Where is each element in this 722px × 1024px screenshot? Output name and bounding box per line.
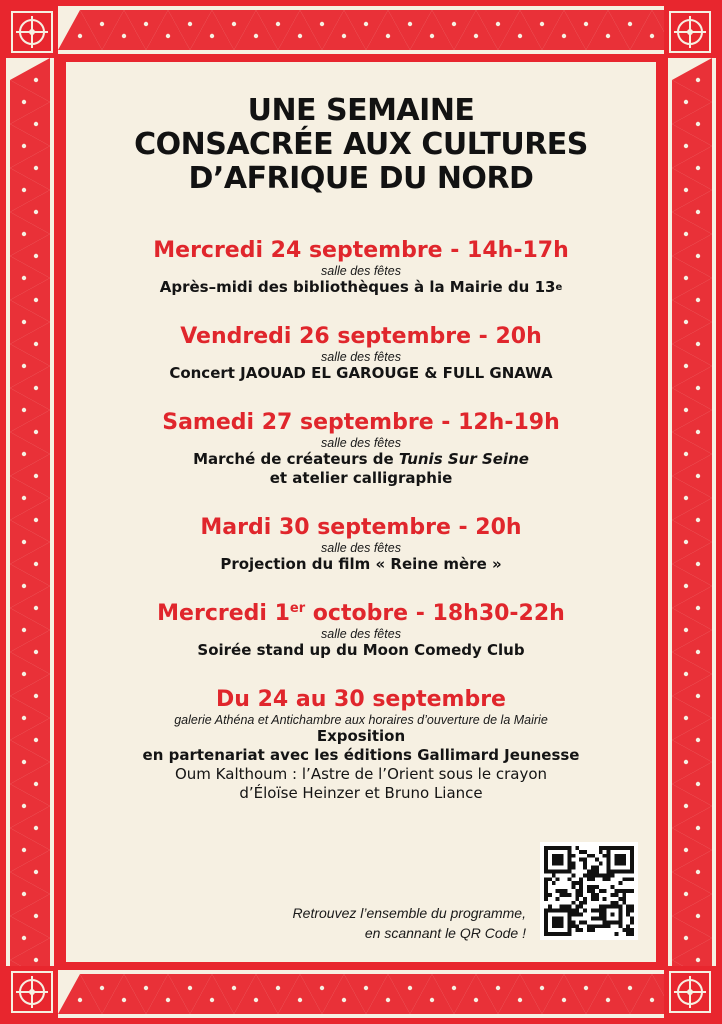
event-date-suffix: octobre - 18h30-22h xyxy=(305,601,565,626)
event-1 xyxy=(66,238,656,297)
event-description xyxy=(66,278,656,297)
event-date: Du 24 au 30 septembre xyxy=(216,687,506,712)
event-venue: salle des fêtes xyxy=(321,264,401,278)
event-date: Mercredi 24 septembre - 14h-17h xyxy=(153,238,569,263)
event-description-sup: e xyxy=(555,282,563,293)
event-description-line-2: en partenariat avec les éditions Gallimard Jeunesse xyxy=(142,746,580,764)
event-description-line-2: et atelier calligraphie xyxy=(269,469,453,487)
poster-title xyxy=(66,94,656,196)
event-description-line-3: Oum Kalthoum : l’Astre de l’Orient sous le crayon xyxy=(174,765,548,783)
event-venue: salle des fêtes xyxy=(321,541,401,555)
qr-caption xyxy=(293,903,526,943)
event-date-sup: er xyxy=(289,601,306,616)
event-date-text: Mercredi 1 xyxy=(157,601,290,626)
event-venue: salle des fêtes xyxy=(321,627,401,641)
content-panel xyxy=(66,62,656,962)
event-description xyxy=(66,450,656,469)
event-description-italic: Tunis Sur Seine xyxy=(398,450,529,468)
event-2 xyxy=(66,324,656,383)
title-line-3: D’AFRIQUE DU NORD xyxy=(188,161,534,196)
event-description: Soirée stand up du Moon Comedy Club xyxy=(197,641,525,659)
event-3 xyxy=(66,410,656,488)
title-line-1: UNE SEMAINE xyxy=(247,93,475,128)
event-date xyxy=(66,601,656,627)
event-6 xyxy=(66,687,656,803)
event-4 xyxy=(66,515,656,574)
event-date: Samedi 27 septembre - 12h-19h xyxy=(162,410,560,435)
event-description-text: Après–midi des bibliothèques à la Mairie du 13 xyxy=(159,278,556,296)
title-line-2: CONSACRÉE AUX CULTURES xyxy=(134,127,588,162)
event-5 xyxy=(66,601,656,660)
event-date: Vendredi 26 septembre - 20h xyxy=(180,324,542,349)
event-venue: salle des fêtes xyxy=(321,350,401,364)
event-description: Exposition xyxy=(316,727,406,745)
event-date: Mardi 30 septembre - 20h xyxy=(200,515,522,540)
event-description-text: Marché de créateurs de xyxy=(193,450,399,468)
event-description: Concert JAOUAD EL GAROUGE & FULL GNAWA xyxy=(169,364,553,382)
qr-caption-line-1: Retrouvez l’ensemble du programme, xyxy=(292,905,526,921)
event-description: Projection du film « Reine mère » xyxy=(220,555,502,573)
event-venue: galerie Athéna et Antichambre aux horaires d’ouverture de la Mairie xyxy=(174,713,548,727)
qr-code-icon[interactable] xyxy=(540,842,638,940)
event-venue: salle des fêtes xyxy=(321,436,401,450)
event-description-line-4: d’Éloïse Heinzer et Bruno Liance xyxy=(239,784,483,802)
qr-caption-line-2: en scannant le QR Code ! xyxy=(364,925,526,941)
